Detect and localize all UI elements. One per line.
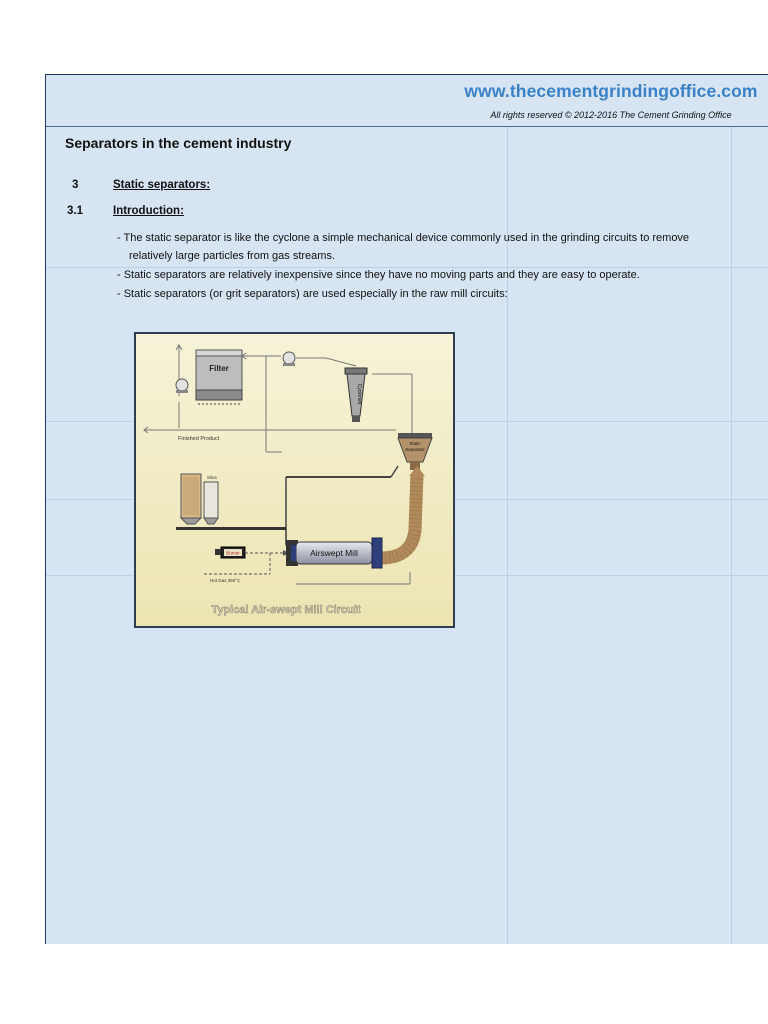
section-heading: Static separators: [113,179,211,191]
subsection-number: 3.1 [67,205,83,217]
grid-line [731,127,732,944]
copyright-notice: All rights reserved © 2012-2016 The Cement Grinding Office [490,110,732,120]
silo-unit [181,474,218,524]
header-divider [46,126,768,127]
air-swept-mill-diagram [134,332,455,628]
bullet-text: - The static separator is like the cyclone a simple mechanical device commonly used in the grinding circuits to remove [117,232,690,244]
label-finished-product: Finished Product [178,436,220,442]
fan-icon [176,379,188,393]
section-number: 3 [72,179,79,191]
label-cyclones: Cyclones [356,383,362,405]
bullet-text-continued: relatively large particles from gas streams. [129,250,336,262]
site-url-link[interactable]: www.thecementgrindingoffice.com [464,81,758,101]
label-hot-gas: Hot Gas 350°C [210,578,241,583]
label-mill: Airswept Mill [310,548,358,558]
fan-icon [283,352,295,366]
label-separator: Separator [405,447,425,452]
page-title: Separators in the cement industry [65,135,292,151]
figure-caption: Typical Air-swept Mill Circuit [211,604,361,616]
label-silos: Silos [207,475,217,480]
filter-unit [196,350,242,404]
label-burner: Burner [226,550,240,556]
label-filter: Filter [209,364,229,373]
bullet-text: - Static separators (or grit separators) are used especially in the raw mill circuits: [117,288,508,300]
subsection-heading: Introduction: [113,205,184,217]
spreadsheet-page [45,74,768,944]
bullet-text: - Static separators are relatively inexpensive since they have no moving parts and they are easy to operate. [117,269,640,281]
grid-line [507,127,508,944]
grid-line [46,267,768,268]
label-static: Static [409,441,421,446]
